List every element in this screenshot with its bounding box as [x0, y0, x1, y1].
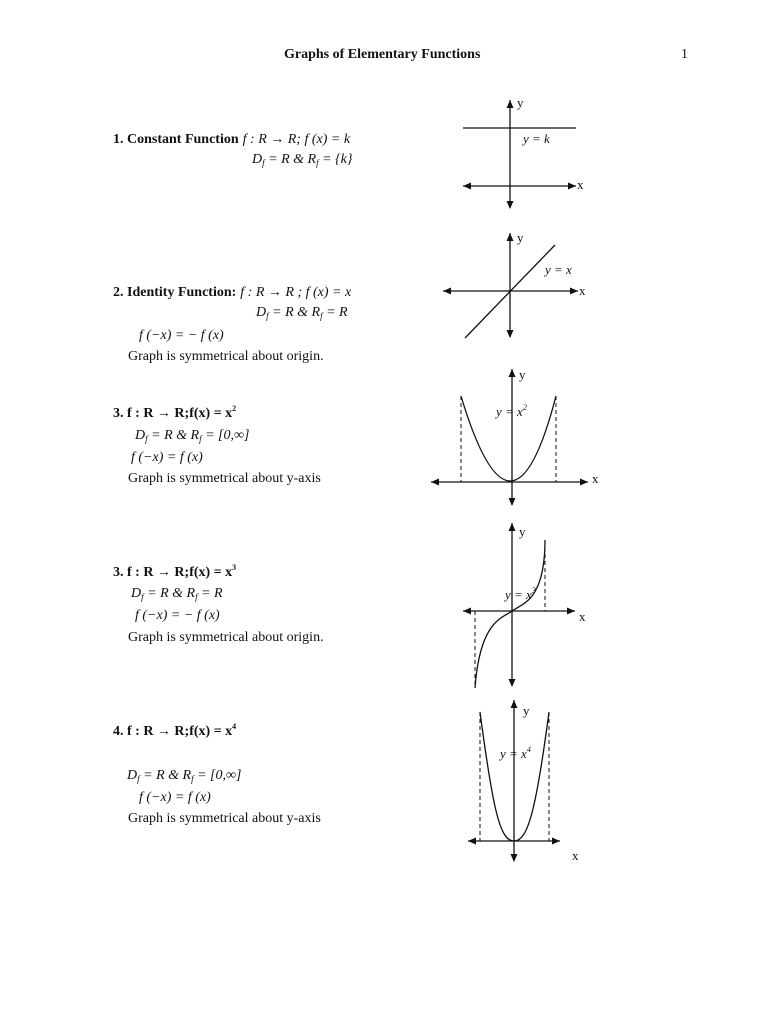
section-heading: 1. Constant Function	[113, 132, 239, 147]
curve-label: y = k	[523, 131, 550, 146]
y-axis-label: y	[517, 230, 524, 245]
curve-label: y = x	[545, 262, 572, 277]
symmetry-note: Graph is symmetrical about y-axis	[128, 471, 321, 486]
curve-label: $y = x^3$	[505, 586, 536, 602]
domain-range: $D_f = R$ & $R_f = \{k\}$	[252, 152, 353, 168]
page-number: 1	[681, 47, 688, 62]
symmetry-equation: f (−x) = − f (x)	[135, 608, 220, 623]
domain-range: $D_f = R$ & $R_f = [0,\infty]$	[135, 428, 250, 444]
domain-range: $D_f = R$ & $R_f = [0,\infty]$	[127, 768, 242, 784]
x-axis-label: x	[572, 848, 579, 863]
curve-label: $y = x^2$	[496, 403, 527, 419]
curve-label: $y = x^4$	[500, 745, 531, 761]
x-axis-label: x	[577, 177, 584, 192]
section-square-heading: 3. f : R → R;f(x) = $x^2$	[113, 404, 237, 421]
x-axis-label: x	[579, 283, 586, 298]
section-quartic-heading: 4. f : R → R;f(x) = $x^4$	[113, 722, 237, 739]
section-cube-heading: 3. f : R → R;f(x) = $x^3$	[113, 563, 237, 580]
symmetry-equation: f (−x) = f (x)	[139, 790, 211, 805]
symmetry-equation: f (−x) = − f (x)	[139, 328, 224, 343]
function-map: f : R → R ; f (x) = x	[240, 285, 352, 300]
page-title: Graphs of Elementary Functions	[284, 47, 481, 62]
y-axis-label: y	[517, 95, 524, 110]
y-axis-label: y	[523, 703, 530, 718]
y-axis-label: y	[519, 367, 526, 382]
domain-range: $D_f = R$ & $R_f = R$	[256, 305, 348, 321]
section-heading: 2. Identity Function:	[113, 285, 237, 300]
domain-range: $D_f = R$ & $R_f = R$	[131, 586, 223, 602]
symmetry-note: Graph is symmetrical about origin.	[128, 349, 324, 364]
x-axis-label: x	[592, 471, 599, 486]
y-axis-label: y	[519, 524, 526, 539]
function-map: f : R → R; f (x) = k	[242, 132, 351, 147]
symmetry-equation: f (−x) = f (x)	[131, 450, 203, 465]
symmetry-note: Graph is symmetrical about y-axis	[128, 811, 321, 826]
symmetry-note: Graph is symmetrical about origin.	[128, 630, 324, 645]
x-axis-label: x	[579, 609, 586, 624]
